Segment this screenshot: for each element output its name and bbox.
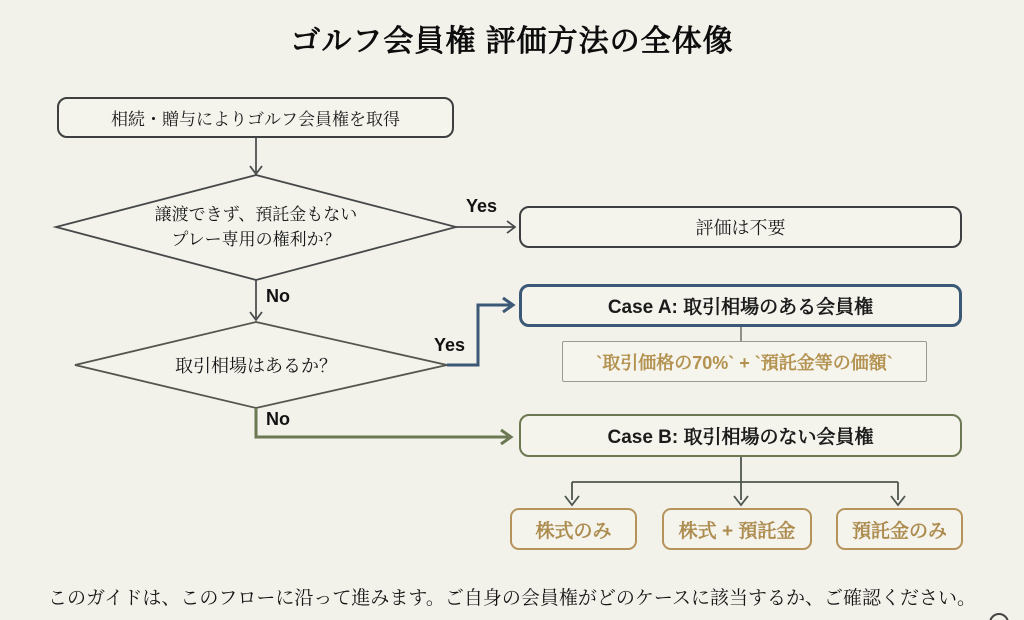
case-a-formula-text: `取引価格の70%` + `預託金等の価額` (596, 352, 893, 373)
connector-decision1-no (250, 280, 262, 320)
decision2-yes-label: Yes (434, 335, 466, 355)
connector-decision1-yes (456, 221, 515, 233)
leaf-node-stock-plus-deposit (662, 508, 812, 550)
case-a-formula-node (562, 341, 927, 382)
leaf-node-stock-only (510, 508, 637, 550)
case-b-label: Case B: 取引相場のない会員権 (607, 427, 874, 448)
connector-start-to-decision1 (250, 138, 262, 174)
case-a-node (519, 284, 962, 327)
decision1-line2: プレー専用の権利か？ (171, 230, 341, 249)
case-b-node (519, 414, 962, 457)
leaf-node-deposit-only (836, 508, 963, 550)
leaf-stock-plus-deposit-label: 株式 + 預託金 (678, 520, 796, 542)
decision1-line1: 譲渡できず、預託金もない (154, 205, 358, 224)
connector-caseb-fork (565, 457, 905, 505)
decision1-yes-label: Yes (466, 196, 498, 216)
start-node-label: 相続・贈与によりゴルフ会員権を取得 (111, 110, 400, 129)
leaf-deposit-only-label: 預託金のみ (851, 520, 947, 542)
decision2-no-label: No (266, 409, 290, 429)
decision2-text: 取引相場はあるか？ (175, 356, 337, 376)
leaf-stock-only-label: 株式のみ (535, 520, 612, 542)
start-node (57, 97, 454, 138)
no-evaluation-label: 評価は不要 (695, 218, 786, 238)
footer-note: このガイドは、このフローに沿って進みます。ご自身の会員権がどのケースに該当するか、ご確認ください。 (48, 588, 976, 609)
page-title: ゴルフ会員権 評価方法の全体像 (290, 25, 734, 58)
connector-decision2-no (256, 408, 511, 444)
no-evaluation-node (519, 206, 962, 248)
case-a-label: Case A: 取引相場のある会員権 (607, 297, 874, 318)
decision2-label (106, 345, 406, 385)
decision1-label (106, 186, 406, 268)
decision1-no-label: No (266, 286, 290, 306)
